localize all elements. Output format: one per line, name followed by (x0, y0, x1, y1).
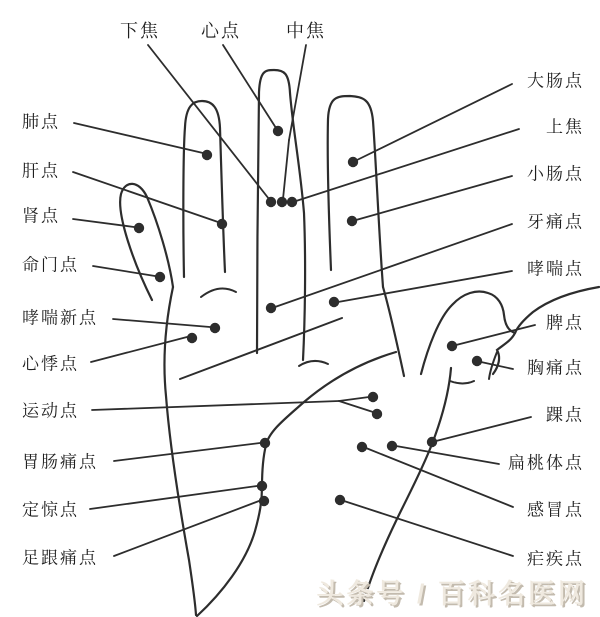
left-thumb-outline (120, 184, 173, 300)
leader-line (73, 172, 218, 222)
leader-line (396, 446, 499, 464)
leader-line (223, 45, 276, 128)
left-palm-right-edge (383, 287, 404, 376)
point-label: 足跟痛点 (22, 548, 98, 568)
leader-line (339, 397, 369, 401)
left-middle-finger-outline (257, 70, 305, 360)
point-label: 牙痛点 (527, 212, 584, 232)
leader-line (366, 448, 513, 507)
leader-line (73, 219, 134, 227)
point-label: 扁桃体点 (508, 453, 584, 473)
point-label: 中焦 (286, 21, 326, 41)
acupoint-dot (277, 197, 287, 207)
left-web-arc-1 (201, 288, 236, 297)
point-label: 哮喘新点 (22, 308, 98, 328)
leader-line (148, 45, 269, 199)
acupoint-dot (210, 323, 220, 333)
point-label: 肺点 (22, 112, 60, 132)
left-index-finger-outline (328, 96, 383, 287)
leader-line (93, 266, 155, 276)
right-palm-left-edge (364, 368, 451, 601)
acupoint-dot (372, 409, 382, 419)
acupoint-dot (368, 392, 378, 402)
acupoint-dot (134, 223, 144, 233)
acupoint-dot (387, 441, 397, 451)
point-label: 上焦 (546, 117, 584, 137)
leader-line (289, 45, 306, 140)
point-label: 肝点 (22, 161, 60, 181)
leader-line (356, 176, 512, 220)
right-thumb-base-arc (450, 381, 474, 384)
acupoint-dot (266, 197, 276, 207)
point-label: 大肠点 (527, 71, 584, 91)
leader-line (296, 129, 519, 201)
point-label: 胸痛点 (527, 358, 584, 378)
point-label: 脾点 (546, 313, 584, 333)
left-finger-a-outline (183, 101, 225, 277)
acupoint-dot (266, 303, 276, 313)
point-label: 心点 (201, 21, 241, 41)
leader-line (344, 501, 513, 556)
acupoint-dot (329, 297, 339, 307)
acupoint-dot (187, 333, 197, 343)
point-label: 心悸点 (22, 354, 79, 374)
point-label: 踝点 (546, 405, 584, 425)
acupoint-dot (347, 216, 357, 226)
leader-line (114, 443, 260, 461)
acupoint-dot (357, 442, 367, 452)
leader-line (456, 325, 535, 345)
point-label: 小肠点 (527, 164, 584, 184)
leader-line (436, 417, 531, 441)
point-label: 胃肠痛点 (22, 452, 98, 472)
leader-line (283, 140, 289, 199)
point-label: 运动点 (22, 401, 79, 421)
acupoint-dot (472, 356, 482, 366)
acupoint-dot (155, 272, 165, 282)
acupoint-dot (273, 126, 283, 136)
leader-line (91, 337, 187, 362)
leader-line (275, 224, 512, 307)
leader-line (113, 319, 210, 327)
point-label: 肾点 (22, 206, 60, 226)
acupoint-dot (335, 495, 345, 505)
point-label: 命门点 (22, 255, 79, 275)
acupoint-dot (447, 341, 457, 351)
point-label: 哮喘点 (527, 259, 584, 279)
left-web-arc-2 (299, 361, 328, 366)
point-label: 疟疾点 (527, 549, 584, 569)
leader-line (90, 486, 257, 509)
point-label: 定惊点 (22, 500, 79, 520)
point-label: 下焦 (120, 21, 160, 41)
acupoint-dot (287, 197, 297, 207)
leader-line (92, 401, 339, 410)
acupoint-dot (259, 496, 269, 506)
acupoint-dot (260, 438, 270, 448)
acupoint-dot (202, 150, 212, 160)
acupoint-dot (257, 481, 267, 491)
acupoint-dot (427, 437, 437, 447)
acupoint-dot (348, 157, 358, 167)
acupoint-dot (217, 219, 227, 229)
watermark-text: 头条号 / 百科名医网 (316, 579, 588, 609)
point-label: 感冒点 (527, 500, 584, 520)
leader-line (339, 401, 373, 412)
leader-line (357, 84, 512, 160)
